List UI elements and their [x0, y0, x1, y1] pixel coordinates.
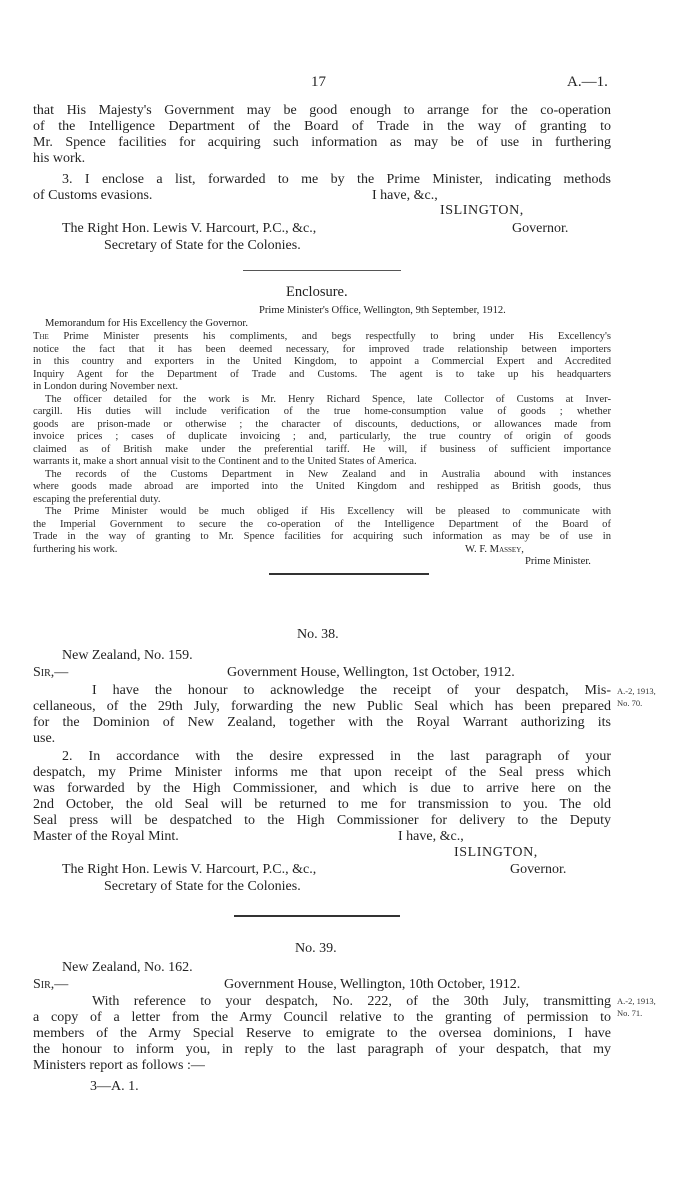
text-line	[33, 331, 611, 344]
text-line: notice the fact that it has been deemed necessary, for improved trade relationship between importers	[33, 343, 611, 355]
text-line: Mr. Spence facilities for acquiring such information as may be of use in furthering	[33, 135, 611, 150]
text-line: cellaneous, of the 29th July, forwarding the new Public Seal which has been prepared	[33, 699, 611, 714]
signatory-name: W. F. Massey,	[465, 543, 524, 555]
margin-reference: No. 70.	[617, 698, 643, 708]
signatory-title: Governor.	[510, 862, 567, 877]
text-line: 3. I enclose a list, forwarded to me by the Prime Minister, indicating methods	[62, 172, 611, 187]
dateline: Government House, Wellington, 10th October, 1912.	[224, 977, 521, 992]
salutation: Sir,—	[33, 665, 69, 680]
dateline: Government House, Wellington, 1st October, 1912.	[227, 665, 515, 680]
text-line: Seal press will be despatched to the High Commissioner for delivery to the Deputy	[33, 813, 611, 828]
page-number: 17	[311, 74, 326, 90]
signatory-name: ISLINGTON,	[440, 203, 524, 218]
text-line: use.	[33, 731, 56, 746]
signatory-title: Prime Minister.	[525, 556, 591, 567]
sign-off: I have, &c.,	[398, 829, 464, 844]
document-reference: A.—1.	[567, 74, 608, 90]
text-line: of Customs evasions.	[33, 188, 153, 203]
section-divider	[243, 270, 401, 271]
text-line: I have the honour to acknowledge the receipt of your despatch, Mis-	[92, 683, 611, 698]
text-line: members of the Army Special Reserve to emigrate to the oversea dominions, I have	[33, 1026, 611, 1041]
text-line: despatch, my Prime Minister informs me that upon receipt of the Seal press which	[33, 765, 611, 780]
addressee: The Right Hon. Lewis V. Harcourt, P.C., &c.,	[62, 862, 317, 877]
text-line: a copy of a letter from the Army Council relative to the granting of permission to	[33, 1010, 611, 1025]
text-line: Ministers report as follows :—	[33, 1058, 205, 1073]
signatory-name: ISLINGTON,	[454, 845, 538, 860]
despatch-reference: New Zealand, No. 159.	[62, 648, 193, 663]
section-divider	[234, 915, 400, 917]
text-line: for the Dominion of New Zealand, together with the Royal Warrant authorizing its	[33, 715, 611, 730]
sign-off: I have, &c.,	[372, 188, 438, 203]
lead-word: The	[33, 331, 49, 342]
addressee-title: Secretary of State for the Colonies.	[104, 879, 301, 894]
text-line: Master of the Royal Mint.	[33, 829, 179, 844]
text-line: escaping the preferential duty.	[33, 493, 161, 505]
text-line: The records of the Customs Department in New Zealand and in Australia abound with instances	[45, 468, 611, 480]
text-line: Trade in the way of granting to Mr. Spence facilities for acquiring such information as may be of use in	[33, 531, 611, 542]
text-line: Inquiry Agent for the Department of Trade and Customs. The agent is to take up his headquarters	[33, 368, 611, 380]
margin-reference: No. 71.	[617, 1008, 643, 1018]
text-line: The officer detailed for the work is Mr. Henry Richard Spence, late Collector of Customs at Inver-	[45, 393, 611, 405]
addressee: The Right Hon. Lewis V. Harcourt, P.C., &c.,	[62, 221, 317, 236]
signature-mark: 3—A. 1.	[90, 1079, 139, 1094]
text-line: his work.	[33, 151, 86, 166]
margin-reference: A.-2, 1913,	[617, 996, 656, 1006]
text-line: that His Majesty's Government may be good enough to arrange for the co-operation	[33, 103, 611, 118]
text-line: the honour to inform you, in reply to the last paragraph of your despatch, that my	[33, 1042, 611, 1057]
enclosure-heading: Enclosure.	[286, 284, 348, 300]
text-line: furthering his work.	[33, 543, 118, 555]
text-line: 2. In accordance with the desire expressed in the last paragraph of your	[62, 749, 611, 764]
text-line: where goods made abroad are imported into the United Kingdom and reshipped as British goods, thus	[33, 481, 611, 492]
text-line: invoice prices ; cases of duplicate invoicing ; and, particularly, the true country of origin of goods	[33, 431, 611, 442]
enclosure-dateline: Prime Minister's Office, Wellington, 9th September, 1912.	[259, 305, 506, 316]
section-divider	[269, 573, 429, 575]
margin-reference: A.-2, 1913,	[617, 686, 656, 696]
text-line: the Imperial Government to secure the co-operation of the Intelligence Department of the Board of	[33, 518, 611, 530]
addressee-title: Secretary of State for the Colonies.	[104, 238, 301, 253]
text-line: was forwarded by the High Commissioner, and which is due to arrive here on the	[33, 781, 611, 796]
text-line: in London during November next.	[33, 381, 179, 392]
text-line: of the Intelligence Department of the Board of Trade in the way of granting to	[33, 119, 611, 134]
despatch-number: No. 38.	[297, 627, 339, 642]
text-line: claimed as of British make under the preferential tariff. He will, if business of sufficient importance	[33, 443, 611, 455]
memo-line: Memorandum for His Excellency the Governor.	[45, 318, 248, 329]
despatch-reference: New Zealand, No. 162.	[62, 960, 193, 975]
text-line: cargill. His duties will include verification of the true home-consumption value of goods ; whether	[33, 406, 611, 417]
text-run: Prime Minister presents his compliments, and begs respectfully to bring under His Excellency's	[63, 331, 611, 342]
salutation: Sir,—	[33, 977, 69, 992]
text-line: warrants it, make a short annual visit to the Continent and to the United States of America.	[33, 456, 417, 467]
text-line: 2nd October, the old Seal will be returned to me for transmission to you. The old	[33, 797, 611, 812]
text-line: The Prime Minister would be much obliged if His Excellency will be pleased to communicate with	[45, 506, 611, 517]
text-line: With reference to your despatch, No. 222, of the 30th July, transmitting	[92, 994, 611, 1009]
text-line: goods are prison-made or otherwise ; the character of discounts, deductions, or allowances made from	[33, 418, 611, 430]
despatch-number: No. 39.	[295, 941, 337, 956]
text-line: in this country and exporters in the United Kingdom, to appoint a Commercial Expert and Accredited	[33, 356, 611, 367]
signatory-title: Governor.	[512, 221, 569, 236]
